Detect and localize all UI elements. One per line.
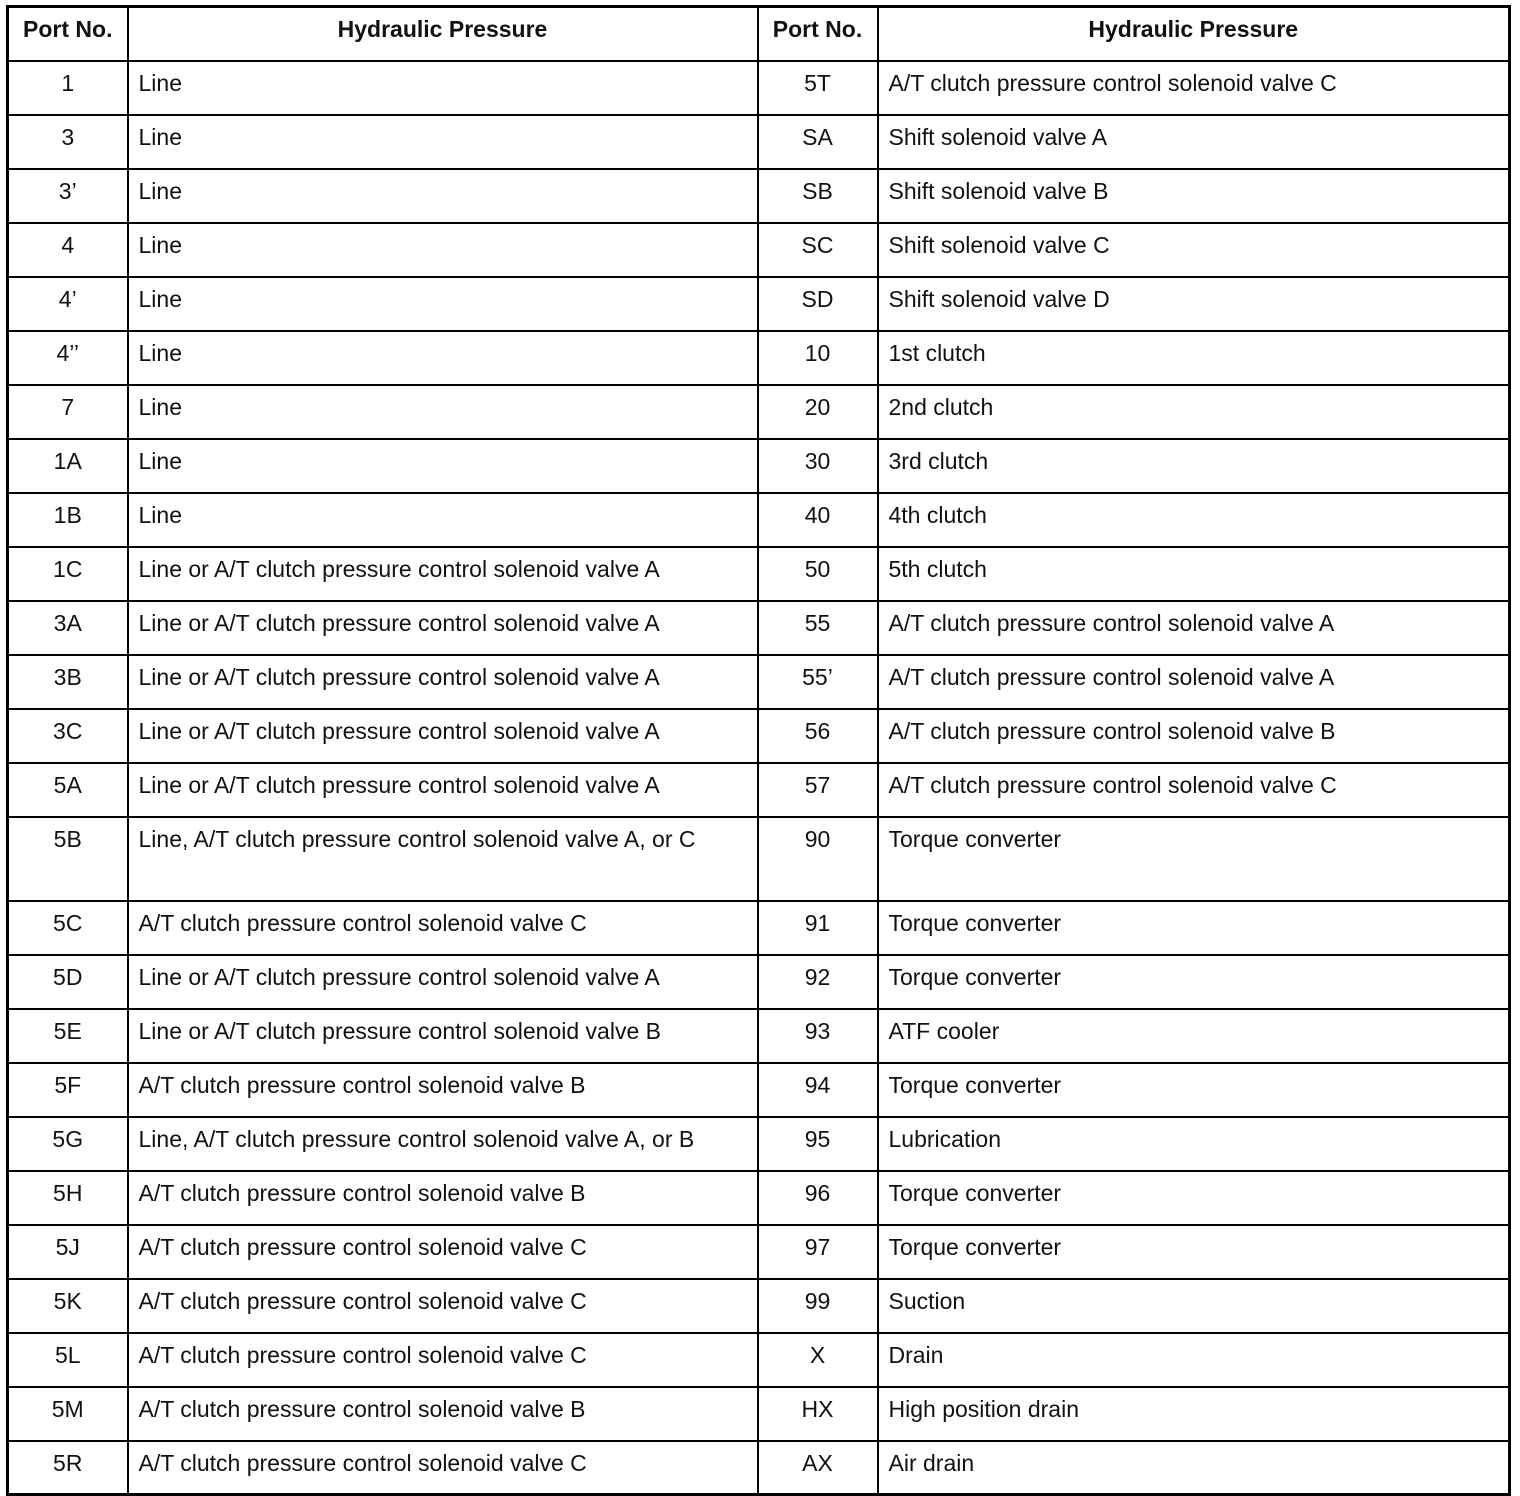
port-no-left: 3’ (8, 169, 128, 223)
port-no-left: 5B (8, 817, 128, 901)
port-no-right: SA (758, 115, 878, 169)
port-no-right: 55 (758, 601, 878, 655)
table-row (8, 709, 1510, 763)
table-row (8, 61, 1510, 115)
port-no-right: 55’ (758, 655, 878, 709)
hydraulic-pressure-right: Drain (878, 1333, 1510, 1387)
hydraulic-pressure-left: Line (128, 439, 758, 493)
hydraulic-pressure-left: A/T clutch pressure control solenoid valve C (128, 1441, 758, 1495)
port-no-right: 96 (758, 1171, 878, 1225)
port-no-right: 94 (758, 1063, 878, 1117)
hydraulic-pressure-left: A/T clutch pressure control solenoid valve C (128, 901, 758, 955)
table-row (8, 1387, 1510, 1441)
port-no-right: 95 (758, 1117, 878, 1171)
hydraulic-pressure-right: 3rd clutch (878, 439, 1510, 493)
hydraulic-pressure-right: A/T clutch pressure control solenoid valve C (878, 763, 1510, 817)
hydraulic-pressure-right: Shift solenoid valve B (878, 169, 1510, 223)
table-row (8, 955, 1510, 1009)
hydraulic-pressure-left: A/T clutch pressure control solenoid valve B (128, 1171, 758, 1225)
table-row (8, 277, 1510, 331)
port-no-left: 5G (8, 1117, 128, 1171)
table-row (8, 1441, 1510, 1495)
port-no-left: 5A (8, 763, 128, 817)
hydraulic-pressure-right: Torque converter (878, 1225, 1510, 1279)
hydraulic-pressure-right: Shift solenoid valve A (878, 115, 1510, 169)
port-no-left: 3A (8, 601, 128, 655)
port-no-left: 1C (8, 547, 128, 601)
table-row (8, 901, 1510, 955)
port-no-right: 40 (758, 493, 878, 547)
port-no-left: 5J (8, 1225, 128, 1279)
table-row (8, 1117, 1510, 1171)
port-pressure-table (6, 5, 1511, 1496)
hydraulic-pressure-left: Line or A/T clutch pressure control solenoid valve A (128, 655, 758, 709)
hydraulic-pressure-left: A/T clutch pressure control solenoid valve B (128, 1387, 758, 1441)
hydraulic-pressure-left: Line (128, 169, 758, 223)
hydraulic-pressure-right: Torque converter (878, 817, 1510, 901)
port-no-right: 99 (758, 1279, 878, 1333)
hydraulic-pressure-right: 2nd clutch (878, 385, 1510, 439)
port-no-left: 5C (8, 901, 128, 955)
hydraulic-pressure-left: Line (128, 277, 758, 331)
port-no-right: 30 (758, 439, 878, 493)
table-row (8, 1225, 1510, 1279)
hydraulic-pressure-left: A/T clutch pressure control solenoid valve B (128, 1063, 758, 1117)
hydraulic-pressure-left: Line (128, 385, 758, 439)
port-no-left: 3B (8, 655, 128, 709)
hydraulic-pressure-left: Line, A/T clutch pressure control solenoid valve A, or C (128, 817, 758, 901)
hydraulic-pressure-left: Line, A/T clutch pressure control solenoid valve A, or B (128, 1117, 758, 1171)
port-no-right: 90 (758, 817, 878, 901)
header-port-no-right: Port No. (758, 7, 878, 61)
port-no-left: 5L (8, 1333, 128, 1387)
table-row (8, 1171, 1510, 1225)
hydraulic-pressure-right: A/T clutch pressure control solenoid valve B (878, 709, 1510, 763)
port-no-left: 1 (8, 61, 128, 115)
port-no-right: 97 (758, 1225, 878, 1279)
table-row (8, 547, 1510, 601)
port-no-left: 1A (8, 439, 128, 493)
table-row (8, 1333, 1510, 1387)
hydraulic-pressure-right: Lubrication (878, 1117, 1510, 1171)
port-no-right: 93 (758, 1009, 878, 1063)
hydraulic-pressure-right: Shift solenoid valve C (878, 223, 1510, 277)
table-row (8, 223, 1510, 277)
table-row (8, 817, 1510, 901)
table-body (8, 61, 1510, 1495)
port-no-right: SB (758, 169, 878, 223)
hydraulic-pressure-right: Shift solenoid valve D (878, 277, 1510, 331)
port-no-left: 5K (8, 1279, 128, 1333)
table-row (8, 1063, 1510, 1117)
header-hydraulic-pressure-right: Hydraulic Pressure (878, 7, 1510, 61)
port-no-right: HX (758, 1387, 878, 1441)
hydraulic-pressure-right: ATF cooler (878, 1009, 1510, 1063)
table-row (8, 1009, 1510, 1063)
table-row (8, 1279, 1510, 1333)
hydraulic-pressure-right: 5th clutch (878, 547, 1510, 601)
port-no-right: X (758, 1333, 878, 1387)
hydraulic-pressure-left: Line (128, 223, 758, 277)
hydraulic-pressure-left: Line or A/T clutch pressure control solenoid valve A (128, 709, 758, 763)
hydraulic-pressure-right: 1st clutch (878, 331, 1510, 385)
table-row (8, 601, 1510, 655)
table-row (8, 331, 1510, 385)
table-row (8, 385, 1510, 439)
hydraulic-pressure-right: Torque converter (878, 901, 1510, 955)
port-no-right: 50 (758, 547, 878, 601)
port-no-left: 1B (8, 493, 128, 547)
port-no-right: 56 (758, 709, 878, 763)
port-no-left: 4’ (8, 277, 128, 331)
port-no-left: 4 (8, 223, 128, 277)
hydraulic-pressure-left: Line (128, 493, 758, 547)
hydraulic-pressure-left: Line or A/T clutch pressure control solenoid valve A (128, 547, 758, 601)
port-no-left: 5D (8, 955, 128, 1009)
port-no-right: 20 (758, 385, 878, 439)
port-no-left: 5H (8, 1171, 128, 1225)
header-hydraulic-pressure-left: Hydraulic Pressure (128, 7, 758, 61)
port-no-left: 5R (8, 1441, 128, 1495)
table-row (8, 655, 1510, 709)
port-no-right: SD (758, 277, 878, 331)
port-no-right: 5T (758, 61, 878, 115)
port-no-left: 5F (8, 1063, 128, 1117)
table-row (8, 115, 1510, 169)
hydraulic-pressure-right: High position drain (878, 1387, 1510, 1441)
hydraulic-pressure-left: Line or A/T clutch pressure control solenoid valve A (128, 601, 758, 655)
hydraulic-pressure-right: Torque converter (878, 1063, 1510, 1117)
port-no-right: 92 (758, 955, 878, 1009)
hydraulic-pressure-right: A/T clutch pressure control solenoid valve A (878, 601, 1510, 655)
hydraulic-pressure-left: Line (128, 331, 758, 385)
port-no-left: 3C (8, 709, 128, 763)
port-no-left: 3 (8, 115, 128, 169)
port-no-left: 5M (8, 1387, 128, 1441)
port-no-left: 7 (8, 385, 128, 439)
port-no-right: 10 (758, 331, 878, 385)
hydraulic-pressure-left: Line (128, 61, 758, 115)
table-row (8, 439, 1510, 493)
table-row (8, 169, 1510, 223)
port-no-left: 5E (8, 1009, 128, 1063)
port-no-right: AX (758, 1441, 878, 1495)
header-port-no-left: Port No. (8, 7, 128, 61)
port-no-right: 91 (758, 901, 878, 955)
header-row (8, 7, 1510, 61)
hydraulic-pressure-right: Air drain (878, 1441, 1510, 1495)
hydraulic-pressure-left: A/T clutch pressure control solenoid valve C (128, 1279, 758, 1333)
hydraulic-pressure-left: A/T clutch pressure control solenoid valve C (128, 1225, 758, 1279)
hydraulic-pressure-right: A/T clutch pressure control solenoid valve C (878, 61, 1510, 115)
hydraulic-pressure-right: Torque converter (878, 955, 1510, 1009)
port-no-left: 4’’ (8, 331, 128, 385)
table-row (8, 763, 1510, 817)
hydraulic-pressure-right: 4th clutch (878, 493, 1510, 547)
hydraulic-pressure-left: Line or A/T clutch pressure control solenoid valve A (128, 763, 758, 817)
port-no-right: 57 (758, 763, 878, 817)
hydraulic-pressure-right: Suction (878, 1279, 1510, 1333)
hydraulic-pressure-left: Line or A/T clutch pressure control solenoid valve A (128, 955, 758, 1009)
hydraulic-pressure-right: A/T clutch pressure control solenoid valve A (878, 655, 1510, 709)
hydraulic-pressure-left: A/T clutch pressure control solenoid valve C (128, 1333, 758, 1387)
port-no-right: SC (758, 223, 878, 277)
hydraulic-pressure-left: Line (128, 115, 758, 169)
hydraulic-pressure-left: Line or A/T clutch pressure control solenoid valve B (128, 1009, 758, 1063)
hydraulic-pressure-right: Torque converter (878, 1171, 1510, 1225)
table-row (8, 493, 1510, 547)
